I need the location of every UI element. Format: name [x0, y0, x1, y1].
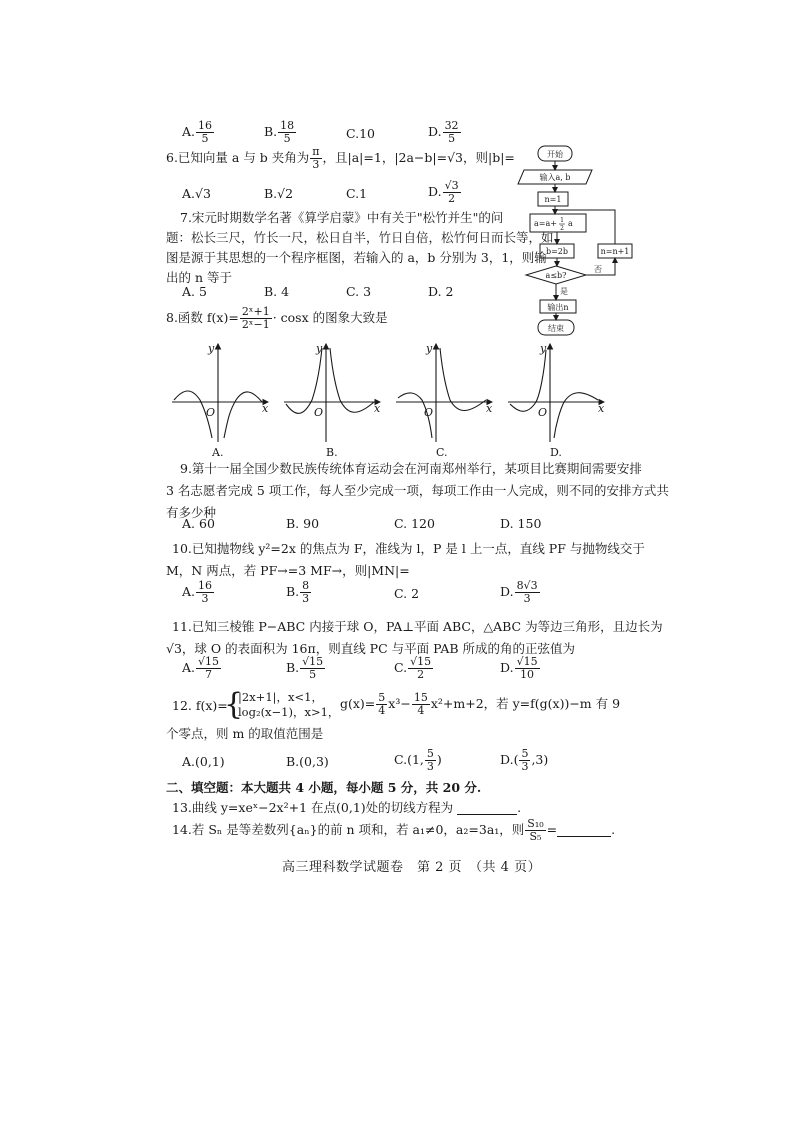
graph-a-origin: O — [206, 406, 216, 419]
flow-init-label: n=1 — [544, 195, 562, 204]
q13-answer-blank[interactable] — [457, 802, 517, 815]
q11-line-2: √3，球 O 的表面积为 16π，则直线 PC 与平面 PAB 所成的角的正弦值为 — [166, 641, 576, 656]
graph-c-x-label: x — [486, 402, 493, 415]
q9-line-1: 9.第十一届全国少数民族传统体育运动会在河南郑州举行，某项目比赛期间需要安排 — [180, 461, 642, 476]
q10-line-2: M，N 两点，若 PF→=3 MF→，则|MN|= — [166, 563, 410, 578]
q10-option-c[interactable]: C. 2 — [394, 586, 420, 601]
q8-stem: 8.函数 f(x)= $\frac{\text{2ˣ+1}}{\text{2ˣ−1}}$ · cosx 的图象大致是 — [166, 305, 388, 331]
graph-b-origin: O — [314, 406, 324, 419]
q9-option-b[interactable]: B. 90 — [286, 516, 320, 531]
graph-d-y-label: y — [540, 342, 547, 355]
q12-option-c[interactable]: C.(1, $\frac{5}{3}$ ) — [394, 747, 442, 773]
q11-option-c[interactable]: C. $\frac{√15}{2}$ — [394, 655, 432, 681]
flow-output-label: 输出n — [547, 303, 569, 312]
q7-options — [182, 284, 522, 308]
q6-option-c[interactable]: C.1 — [346, 186, 368, 201]
flow-step-b-label: b=2b — [545, 247, 569, 256]
q10-option-d[interactable]: D. $\frac{8√3}{3}$ — [500, 579, 538, 605]
q14-answer-blank[interactable] — [557, 824, 611, 837]
q6-options — [182, 180, 522, 204]
q11-option-b[interactable]: B. $\frac{√15}{5}$ — [286, 655, 324, 681]
q9-option-d[interactable]: D. 150 — [500, 516, 542, 531]
q9-line-2: 3 名志愿者完成 5 项工作，每人至少完成一项，每项工作由一人完成，则不同的安排方式共 — [166, 483, 669, 498]
q11-option-a[interactable]: A. $\frac{√15}{7}$ — [182, 655, 220, 681]
flow-yes-label: 是 — [560, 287, 568, 296]
q9-options — [182, 516, 542, 540]
q10-option-b[interactable]: B. $\frac{8}{3}$ — [286, 579, 310, 605]
graph-d-origin: O — [538, 406, 548, 419]
q7-option-c[interactable]: C. 3 — [346, 284, 372, 299]
flow-start-label: 开始 — [547, 150, 563, 159]
q7-line-3: 图是源于其思想的一个程序框图，若输入的 a，b 分别为 3，1，则输 — [166, 250, 547, 265]
q5-options — [182, 120, 522, 144]
graph-c[interactable] — [396, 344, 492, 442]
q7-line-1: 7.宋元时期数学名著《算学启蒙》中有关于"松竹并生"的问 — [180, 210, 504, 225]
graph-b-y-label: y — [316, 342, 323, 355]
q10-option-a[interactable]: A. $\frac{16}{3}$ — [182, 579, 213, 605]
q7-line-4: 出的 n 等于 — [166, 270, 232, 285]
q9-option-a[interactable]: A. 60 — [182, 516, 215, 531]
q10-stem — [166, 538, 645, 582]
flow-step-a-label: a=a+ — [534, 219, 557, 228]
graph-a-y-label: y — [208, 342, 215, 355]
q11-stem — [166, 616, 663, 660]
graph-a-x-label: x — [262, 402, 269, 415]
q12-brace: { — [224, 687, 244, 722]
graph-d-x-label: x — [598, 402, 605, 415]
graph-a-label: A. — [212, 446, 224, 459]
graph-b[interactable] — [284, 344, 380, 442]
flow-step-a-tail: a — [568, 219, 573, 228]
q9-stem — [166, 458, 669, 524]
q11-option-d[interactable]: D. $\frac{√15}{10}$ — [500, 655, 538, 681]
q12-options — [182, 747, 549, 773]
q10-options — [182, 579, 538, 605]
q7-option-b[interactable]: B. 4 — [264, 284, 290, 299]
q11-line-1: 11.已知三棱锥 P−ABC 内接于球 O，PA⊥平面 ABC，△ABC 为等边三角形，且边长为 — [172, 619, 663, 634]
flow-increment-label: n=n+1 — [600, 247, 630, 256]
q13-stem: 13.曲线 y=xeˣ−2x²+1 在点(0,1)处的切线方程为 . — [172, 800, 522, 815]
q5-option-a[interactable]: A. $\frac{16}{5}$ — [182, 119, 213, 145]
q7-line-2: 题：松长三尺，竹长一尺，松日自半，竹日自倍，松竹何日而长等，如 — [166, 230, 554, 245]
flow-half-num: 1 — [560, 217, 564, 224]
flow-condition-label: a≤b? — [545, 271, 567, 280]
flow-half-den: 2 — [560, 225, 564, 232]
q9-line-3: 有多少种 — [166, 505, 217, 520]
q12-option-b[interactable]: B.(0,3) — [286, 754, 329, 769]
q12-g-def: g(x)= $\frac{5}{4}$ x³− $\frac{15}{4}$ x²+m+2，若 y=f(g(x))−m 有 9 — [340, 691, 621, 717]
page-footer: 高三理科数学试题卷 第 2 页 （共 4 页） — [282, 860, 542, 875]
graph-d-label: D. — [550, 446, 562, 459]
flow-no-label: 否 — [594, 265, 602, 274]
graph-b-x-label: x — [374, 402, 381, 415]
graph-c-y-label: y — [426, 342, 433, 355]
graph-d[interactable] — [508, 344, 604, 442]
flow-end-label: 结束 — [548, 324, 564, 333]
q6-stem: 6.已知向量 a 与 b 夹角为 $\frac{\pi}{3}$ ，且|a|=1，|2a−b|=√3，则|b|= — [166, 145, 515, 171]
q12-option-d[interactable]: D.( $\frac{5}{3}$ ,3) — [500, 747, 549, 773]
q8-graphs — [166, 338, 606, 460]
q14-stem: 14.若 Sₙ 是等差数列{aₙ}的前 n 项和，若 a₁≠0，a₂=3a₁，则 $\frac{\text{S₁₀}}{\text{S₅}}$ = . — [172, 817, 616, 843]
q5-option-d[interactable]: D. $\frac{32}{5}$ — [428, 119, 459, 145]
graph-a[interactable] — [172, 344, 268, 442]
q9-option-c[interactable]: C. 120 — [394, 516, 435, 531]
q5-option-c[interactable]: C.10 — [346, 126, 375, 141]
q6-option-d[interactable]: D. $\frac{√3}{2}$ — [428, 179, 459, 205]
q10-line-1: 10.已知抛物线 y²=2x 的焦点为 F，准线为 l，P 是 l 上一点，直线 PF 与抛物线交于 — [172, 541, 645, 556]
q12-case-2: log₂(x−1)，x>1， — [238, 705, 340, 719]
q6-option-b[interactable]: B.√2 — [264, 186, 294, 201]
graph-b-label: B. — [326, 446, 338, 459]
section-2-heading: 二、填空题：本大题共 4 小题，每小题 5 分，共 20 分. — [166, 780, 482, 795]
program-flowchart — [512, 140, 642, 340]
q5-option-b[interactable]: B. $\frac{18}{5}$ — [264, 119, 295, 145]
q11-options — [182, 655, 538, 681]
q7-option-a[interactable]: A. 5 — [182, 284, 207, 299]
q12-cases — [238, 690, 339, 720]
q12-lead: 12. f(x)= — [172, 698, 228, 713]
flow-input-label: 输入a, b — [539, 173, 571, 182]
q12-line-2: 个零点，则 m 的取值范围是 — [166, 726, 324, 741]
q7-option-d[interactable]: D. 2 — [428, 284, 454, 299]
q6-option-a[interactable]: A.√3 — [182, 186, 211, 201]
graph-c-origin: O — [424, 406, 434, 419]
q12-option-a[interactable]: A.(0,1) — [182, 754, 225, 769]
graph-c-label: C. — [436, 446, 448, 459]
q12-case-1: |2x+1|，x<1， — [238, 690, 323, 704]
